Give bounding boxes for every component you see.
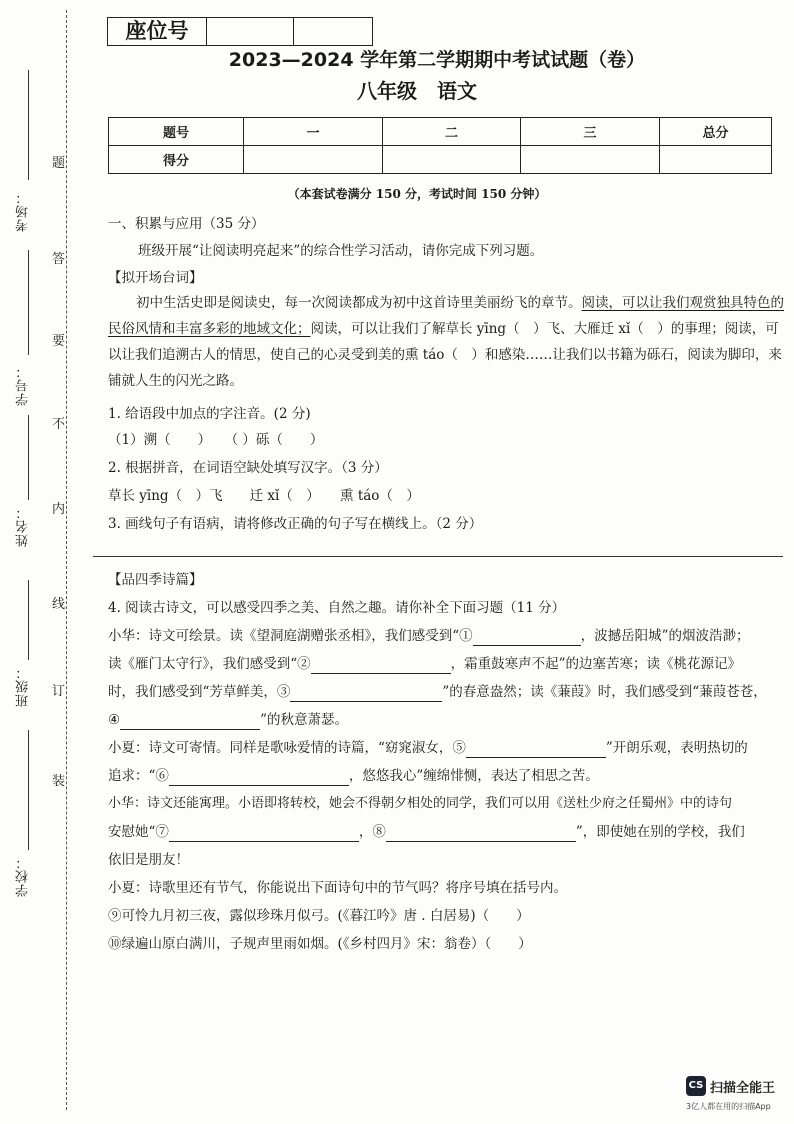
q4-text: 时，我们感受到“芳草鲜美，③ — [108, 684, 291, 700]
q4-text: ⑩绿遍山原白满川，子规声里雨如烟。(《乡村四月》宋：翁卷）（ ） — [108, 936, 532, 952]
scanner-logo — [686, 1076, 775, 1096]
score-cell[interactable] — [244, 146, 383, 174]
seal-char: 要 — [52, 334, 66, 349]
blank-5[interactable] — [466, 741, 606, 758]
q4-text: ④ — [108, 712, 121, 728]
blank-4[interactable] — [120, 713, 260, 730]
subsection-title: 【拟开场台词】 — [108, 270, 203, 286]
score-header-cell: 总分 — [660, 118, 772, 146]
field-class: 班级： — [16, 665, 31, 707]
exam-subtitle: 八年级 语文 — [357, 79, 477, 103]
exam-title: 2023—2024 学年第二学期期中考试试题（卷） — [228, 49, 646, 71]
seal-char: 订 — [52, 684, 66, 699]
passage-underlined-sentence: 阅读，可以让我们观赏独具特色的民俗风情和丰富多彩的地域文化； — [108, 295, 784, 337]
q4-text: ”的春意盎然；读《蒹葭》时，我们感受到“蒹葭苍苍， — [442, 684, 767, 700]
q4-text: 追求：“⑥ — [108, 768, 169, 784]
q4-text: 小华：诗文可绘景。读《望洞庭湖赠张丞相》，我们感受到“① — [108, 628, 473, 644]
score-row-label: 得分 — [109, 146, 244, 174]
seal-char: 题 — [52, 156, 66, 171]
seal-char: 线 — [52, 597, 66, 612]
q4-text: 小夏：诗歌里还有节气，你能说出下面诗句中的节气吗？将序号填在括号内。 — [108, 880, 567, 896]
score-header-cell: 三 — [521, 118, 660, 146]
blank-1[interactable] — [473, 629, 581, 646]
blank-7[interactable] — [169, 825, 359, 842]
passage-text: 阅读，可以让我们了解草长 yīng（ ）飞、大雁迁 xǐ（ ）的事理；阅读，可以让我们追溯古人的情思，使自己的心灵受到美的熏 táo（ ）和感染……让我们以书籍为砾石，阅读为脚印，来铺就人生的闪光之路。 — [108, 321, 782, 389]
subsection-title: 【品四季诗篇】 — [108, 572, 203, 588]
field-line-student-id — [28, 250, 29, 355]
blank-6[interactable] — [169, 769, 349, 786]
scanner-name: 扫描全能王 — [710, 1080, 776, 1096]
question-1-items: （1）溯（ ） （ ）砾（ ） — [108, 432, 324, 448]
q4-text: ，霜重鼓寒声不起”的边塞苦寒；读《桃花源记》 — [450, 656, 742, 672]
field-line-name — [28, 415, 29, 500]
seat-number-cell[interactable] — [294, 18, 372, 45]
q4-text: 读《雁门太守行》，我们感受到“② — [108, 656, 311, 672]
question-4: 4. 阅读古诗文，可以感受四季之美、自然之趣。请你补全下面习题（11 分） — [108, 600, 566, 616]
seal-char: 内 — [52, 502, 66, 517]
q4-text: ”，即使她在别的学校，我们 — [575, 824, 745, 840]
q4-text: 小华：诗文还能寓理。小语即将转校，她会不得朝夕相处的同学，我们可以用《送杜少府之任蜀州》中的诗句 — [108, 796, 733, 811]
intro-text: 班级开展“让阅读明亮起来”的综合性学习活动，请你完成下列习题。 — [138, 243, 544, 259]
score-header-cell: 题号 — [109, 118, 244, 146]
score-header-cell: 二 — [383, 118, 521, 146]
field-school: 学校： — [16, 855, 31, 897]
seat-number-label: 座位号 — [108, 18, 207, 45]
score-header-cell: 一 — [244, 118, 383, 146]
q4-text: 依旧是朋友！ — [108, 852, 189, 868]
q4-text: ，⑧ — [358, 824, 386, 840]
section-title: 一、积累与应用（35 分） — [108, 216, 265, 232]
seal-char: 答 — [52, 252, 66, 267]
passage — [108, 290, 784, 394]
field-student-id: 学号： — [16, 364, 31, 406]
blank-3[interactable] — [290, 685, 442, 702]
field-exam-room: 考场： — [16, 190, 31, 232]
binding-dashed-line — [66, 10, 67, 1110]
q4-text: ，悠悠我心”缠绵悱恻，表达了相思之苦。 — [348, 768, 599, 784]
q4-text: ”的秋意萧瑟。 — [260, 712, 349, 728]
blank-2[interactable] — [311, 657, 451, 674]
question-3: 3. 画线句子有语病，请将修改正确的句子写在横线上。（2 分） — [108, 516, 483, 532]
q4-text: 安慰她“⑦ — [108, 824, 169, 840]
passage-text: 初中生活史即是阅读史，每一次阅读都成为初中这首诗里美丽纷飞的章节。 — [136, 295, 582, 311]
field-line-class — [28, 580, 29, 660]
scanner-badge-icon: CS — [686, 1076, 706, 1096]
q4-text: ⑨可怜九月初三夜，露似珍珠月似弓。(《暮江吟》唐 . 白居易)（ ） — [108, 908, 530, 924]
seal-char: 装 — [52, 774, 66, 789]
score-cell[interactable] — [660, 146, 772, 174]
field-line-school — [28, 730, 29, 850]
score-table — [108, 117, 772, 174]
q4-text: ，波撼岳阳城”的烟波浩渺； — [580, 628, 750, 644]
seat-number-box — [107, 17, 373, 46]
question-2: 2. 根据拼音，在词语空缺处填写汉字。（3 分） — [108, 460, 388, 476]
score-cell[interactable] — [521, 146, 660, 174]
score-cell[interactable] — [383, 146, 521, 174]
question-1: 1. 给语段中加点的字注音。(2 分) — [108, 406, 311, 422]
answer-line[interactable] — [93, 556, 783, 557]
q4-text: ”开朗乐观，表明热切的 — [605, 740, 748, 756]
seat-number-cell[interactable] — [207, 18, 294, 45]
field-name: 姓名： — [16, 505, 31, 547]
scanner-tagline: 3亿人都在用的扫描App — [686, 1102, 771, 1111]
question-2-items: 草长 yīng（ ）飞 迁 xǐ（ ） 熏 táo（ ） — [108, 488, 420, 504]
seal-char: 不 — [52, 417, 66, 432]
blank-8[interactable] — [386, 825, 576, 842]
q4-text: 小夏：诗文可寄情。同样是歌咏爱情的诗篇，“窈窕淑女，⑤ — [108, 740, 466, 756]
exam-note: （本套试卷满分 150 分，考试时间 150 分钟） — [287, 187, 547, 201]
